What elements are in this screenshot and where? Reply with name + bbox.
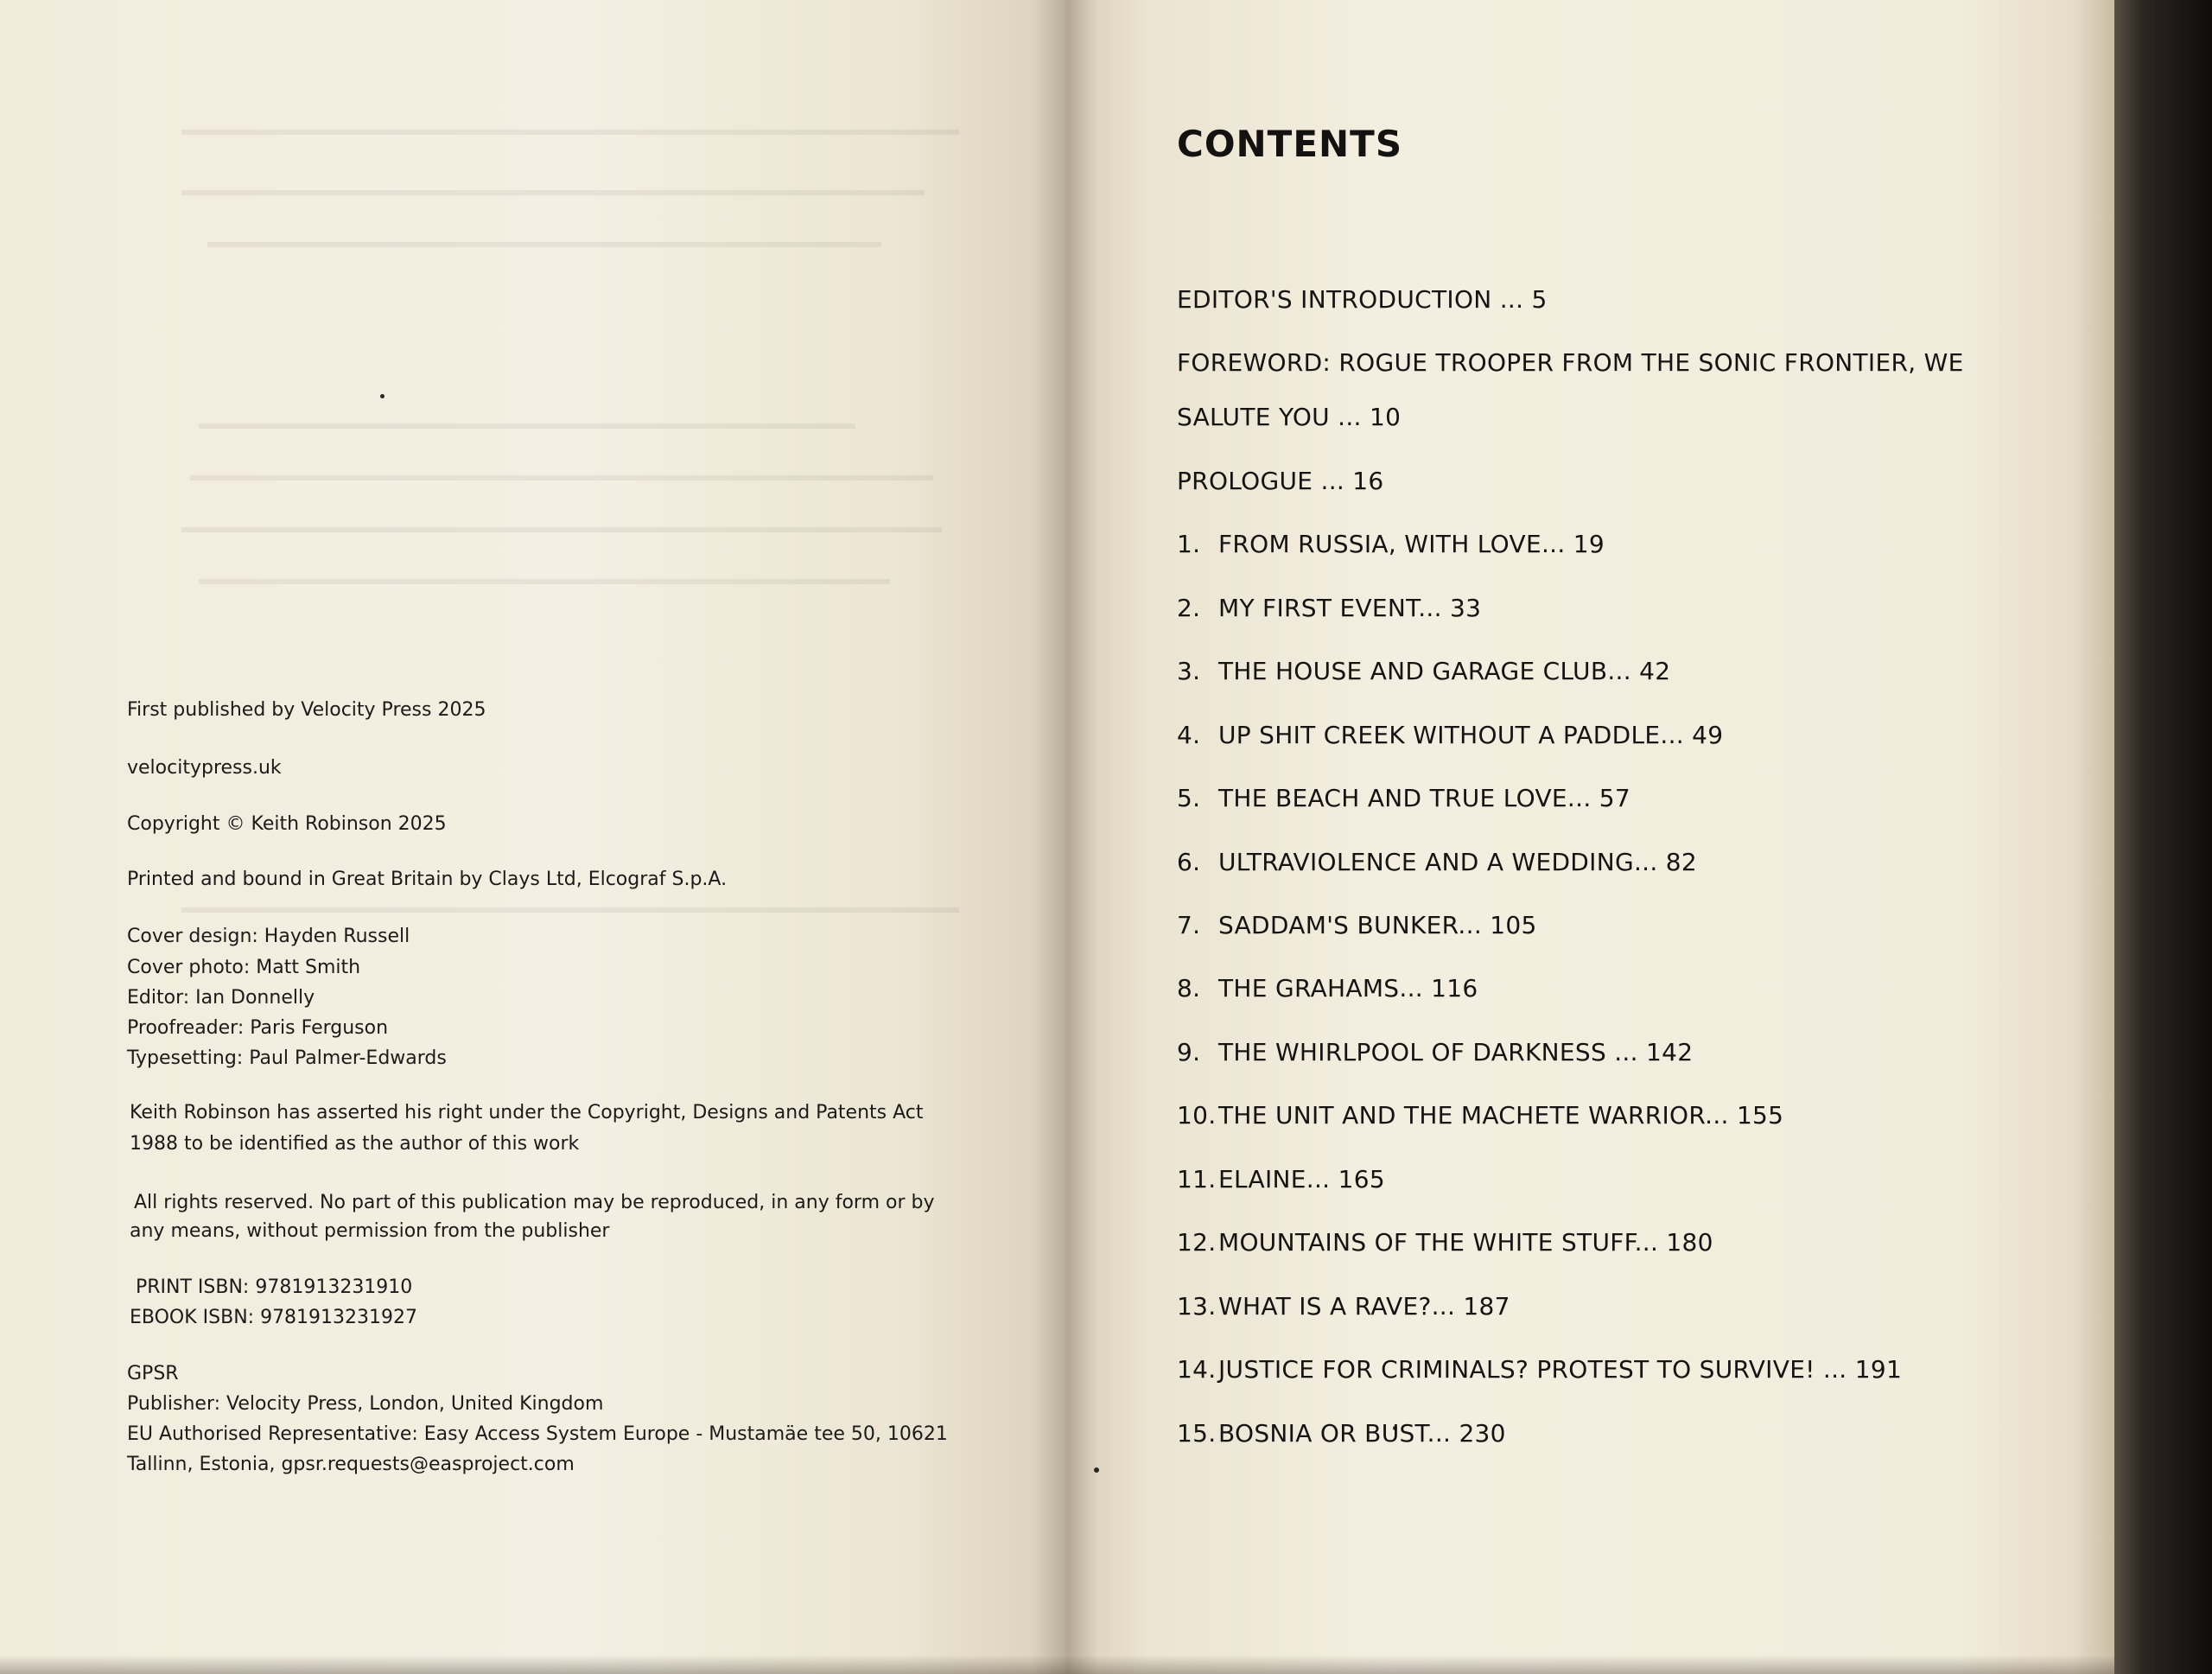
ebook-isbn: EBOOK ISBN: 9781913231927 bbox=[130, 1307, 418, 1328]
toc-entry bbox=[1177, 1355, 1902, 1384]
first-published-line: First published by Velocity Press 2025 bbox=[127, 699, 486, 721]
toc-entry-title: THE WHIRLPOOL OF DARKNESS ... 142 bbox=[1218, 1038, 1694, 1066]
credit-editor: Editor: Ian Donnelly bbox=[127, 987, 315, 1009]
toc-entry-title: MOUNTAINS OF THE WHITE STUFF... 180 bbox=[1218, 1228, 1713, 1257]
toc-entry-number: 15. bbox=[1177, 1419, 1217, 1448]
toc-entry-title: THE BEACH AND TRUE LOVE... 57 bbox=[1218, 784, 1630, 812]
toc-entry bbox=[1177, 285, 1548, 314]
gpsr-representative-line-2: Tallinn, Estonia, gpsr.requests@easproject.com bbox=[127, 1454, 575, 1475]
print-isbn: PRINT ISBN: 9781913231910 bbox=[136, 1276, 413, 1298]
toc-entry-title: ULTRAVIOLENCE AND A WEDDING... 82 bbox=[1218, 848, 1697, 876]
toc-entry-title: SADDAM'S BUNKER... 105 bbox=[1218, 911, 1537, 939]
paper-speck bbox=[1094, 1467, 1099, 1473]
toc-entry bbox=[1177, 911, 1537, 939]
credit-cover-design: Cover design: Hayden Russell bbox=[127, 926, 410, 947]
toc-entry bbox=[1177, 784, 1630, 812]
toc-entry-title: ELAINE... 165 bbox=[1218, 1165, 1385, 1193]
toc-entry-number: 5. bbox=[1177, 784, 1201, 812]
copyright-line: Copyright © Keith Robinson 2025 bbox=[127, 813, 447, 835]
toc-entry bbox=[1177, 594, 1481, 622]
toc-entry-title: EDITOR'S INTRODUCTION ... 5 bbox=[1177, 285, 1548, 314]
book-edge-shadow bbox=[2114, 0, 2212, 1674]
toc-entry bbox=[1177, 974, 1478, 1002]
toc-entry bbox=[1177, 721, 1723, 749]
toc-entry-number: 8. bbox=[1177, 974, 1201, 1002]
gpsr-label: GPSR bbox=[127, 1363, 179, 1384]
toc-entry-title: WHAT IS A RAVE?... 187 bbox=[1218, 1292, 1510, 1321]
toc-entry bbox=[1177, 848, 1697, 876]
toc-entry-title: BOSNIA OR BUST... 230 bbox=[1218, 1419, 1506, 1448]
toc-entry bbox=[1177, 1419, 1506, 1448]
paper-speck bbox=[380, 394, 385, 398]
toc-entry-number: 6. bbox=[1177, 848, 1201, 876]
toc-entry-title: PROLOGUE ... 16 bbox=[1177, 467, 1384, 495]
toc-entry bbox=[1177, 1228, 1713, 1257]
contents-heading: CONTENTS bbox=[1177, 123, 1403, 165]
toc-entry bbox=[1177, 403, 1401, 431]
toc-entry-number: 9. bbox=[1177, 1038, 1201, 1066]
moral-rights-line-1: Keith Robinson has asserted his right under the Copyright, Designs and Patents Act bbox=[130, 1102, 924, 1123]
toc-entry bbox=[1177, 1165, 1385, 1193]
credit-proofreader: Proofreader: Paris Ferguson bbox=[127, 1017, 389, 1039]
all-rights-line-2: any means, without permission from the publisher bbox=[130, 1220, 610, 1242]
toc-entry-number: 12. bbox=[1177, 1228, 1217, 1257]
gpsr-representative-line-1: EU Authorised Representative: Easy Access System Europe - Mustamäe tee 50, 10621 bbox=[127, 1423, 948, 1445]
page-bottom-edge bbox=[0, 1655, 2114, 1674]
toc-entry-number: 7. bbox=[1177, 911, 1201, 939]
toc-entry-number: 2. bbox=[1177, 594, 1201, 622]
toc-entry-title: JUSTICE FOR CRIMINALS? PROTEST TO SURVIVE! ... 191 bbox=[1218, 1355, 1903, 1384]
toc-entry-title: FROM RUSSIA, WITH LOVE... 19 bbox=[1218, 530, 1605, 558]
toc-entry bbox=[1177, 467, 1384, 495]
toc-entry-number: 14. bbox=[1177, 1355, 1217, 1384]
moral-rights-line-2: 1988 to be identified as the author of this work bbox=[130, 1133, 580, 1155]
toc-entry-number: 4. bbox=[1177, 721, 1201, 749]
toc-entry bbox=[1177, 1292, 1510, 1321]
toc-entry-title: THE GRAHAMS... 116 bbox=[1218, 974, 1478, 1002]
toc-entry-number: 1. bbox=[1177, 530, 1201, 558]
toc-entry-title: FOREWORD: ROGUE TROOPER FROM THE SONIC FRONTIER, WE bbox=[1177, 348, 1964, 377]
book-gutter bbox=[1033, 0, 1097, 1674]
toc-entry-title: SALUTE YOU ... 10 bbox=[1177, 403, 1402, 431]
all-rights-line-1: All rights reserved. No part of this publication may be reproduced, in any form or by bbox=[134, 1192, 935, 1213]
toc-entry-title: MY FIRST EVENT... 33 bbox=[1218, 594, 1482, 622]
toc-entry-number: 13. bbox=[1177, 1292, 1217, 1321]
gpsr-publisher: Publisher: Velocity Press, London, United Kingdom bbox=[127, 1393, 604, 1415]
toc-entry-title: UP SHIT CREEK WITHOUT A PADDLE... 49 bbox=[1218, 721, 1724, 749]
credit-cover-photo: Cover photo: Matt Smith bbox=[127, 957, 361, 978]
toc-entry-title: THE HOUSE AND GARAGE CLUB... 42 bbox=[1218, 657, 1671, 685]
credit-typesetting: Typesetting: Paul Palmer-Edwards bbox=[127, 1047, 447, 1069]
publisher-website: velocitypress.uk bbox=[127, 757, 282, 779]
toc-entry bbox=[1177, 530, 1605, 558]
toc-entry-number: 3. bbox=[1177, 657, 1201, 685]
toc-entry bbox=[1177, 657, 1670, 685]
toc-entry bbox=[1177, 348, 1964, 377]
toc-entry bbox=[1177, 1101, 1783, 1130]
toc-entry-number: 10. bbox=[1177, 1101, 1217, 1130]
toc-entry bbox=[1177, 1038, 1693, 1066]
toc-entry-title: THE UNIT AND THE MACHETE WARRIOR... 155 bbox=[1218, 1101, 1784, 1130]
toc-entry-number: 11. bbox=[1177, 1165, 1217, 1193]
printed-line: Printed and bound in Great Britain by Clays Ltd, Elcograf S.p.A. bbox=[127, 869, 728, 890]
